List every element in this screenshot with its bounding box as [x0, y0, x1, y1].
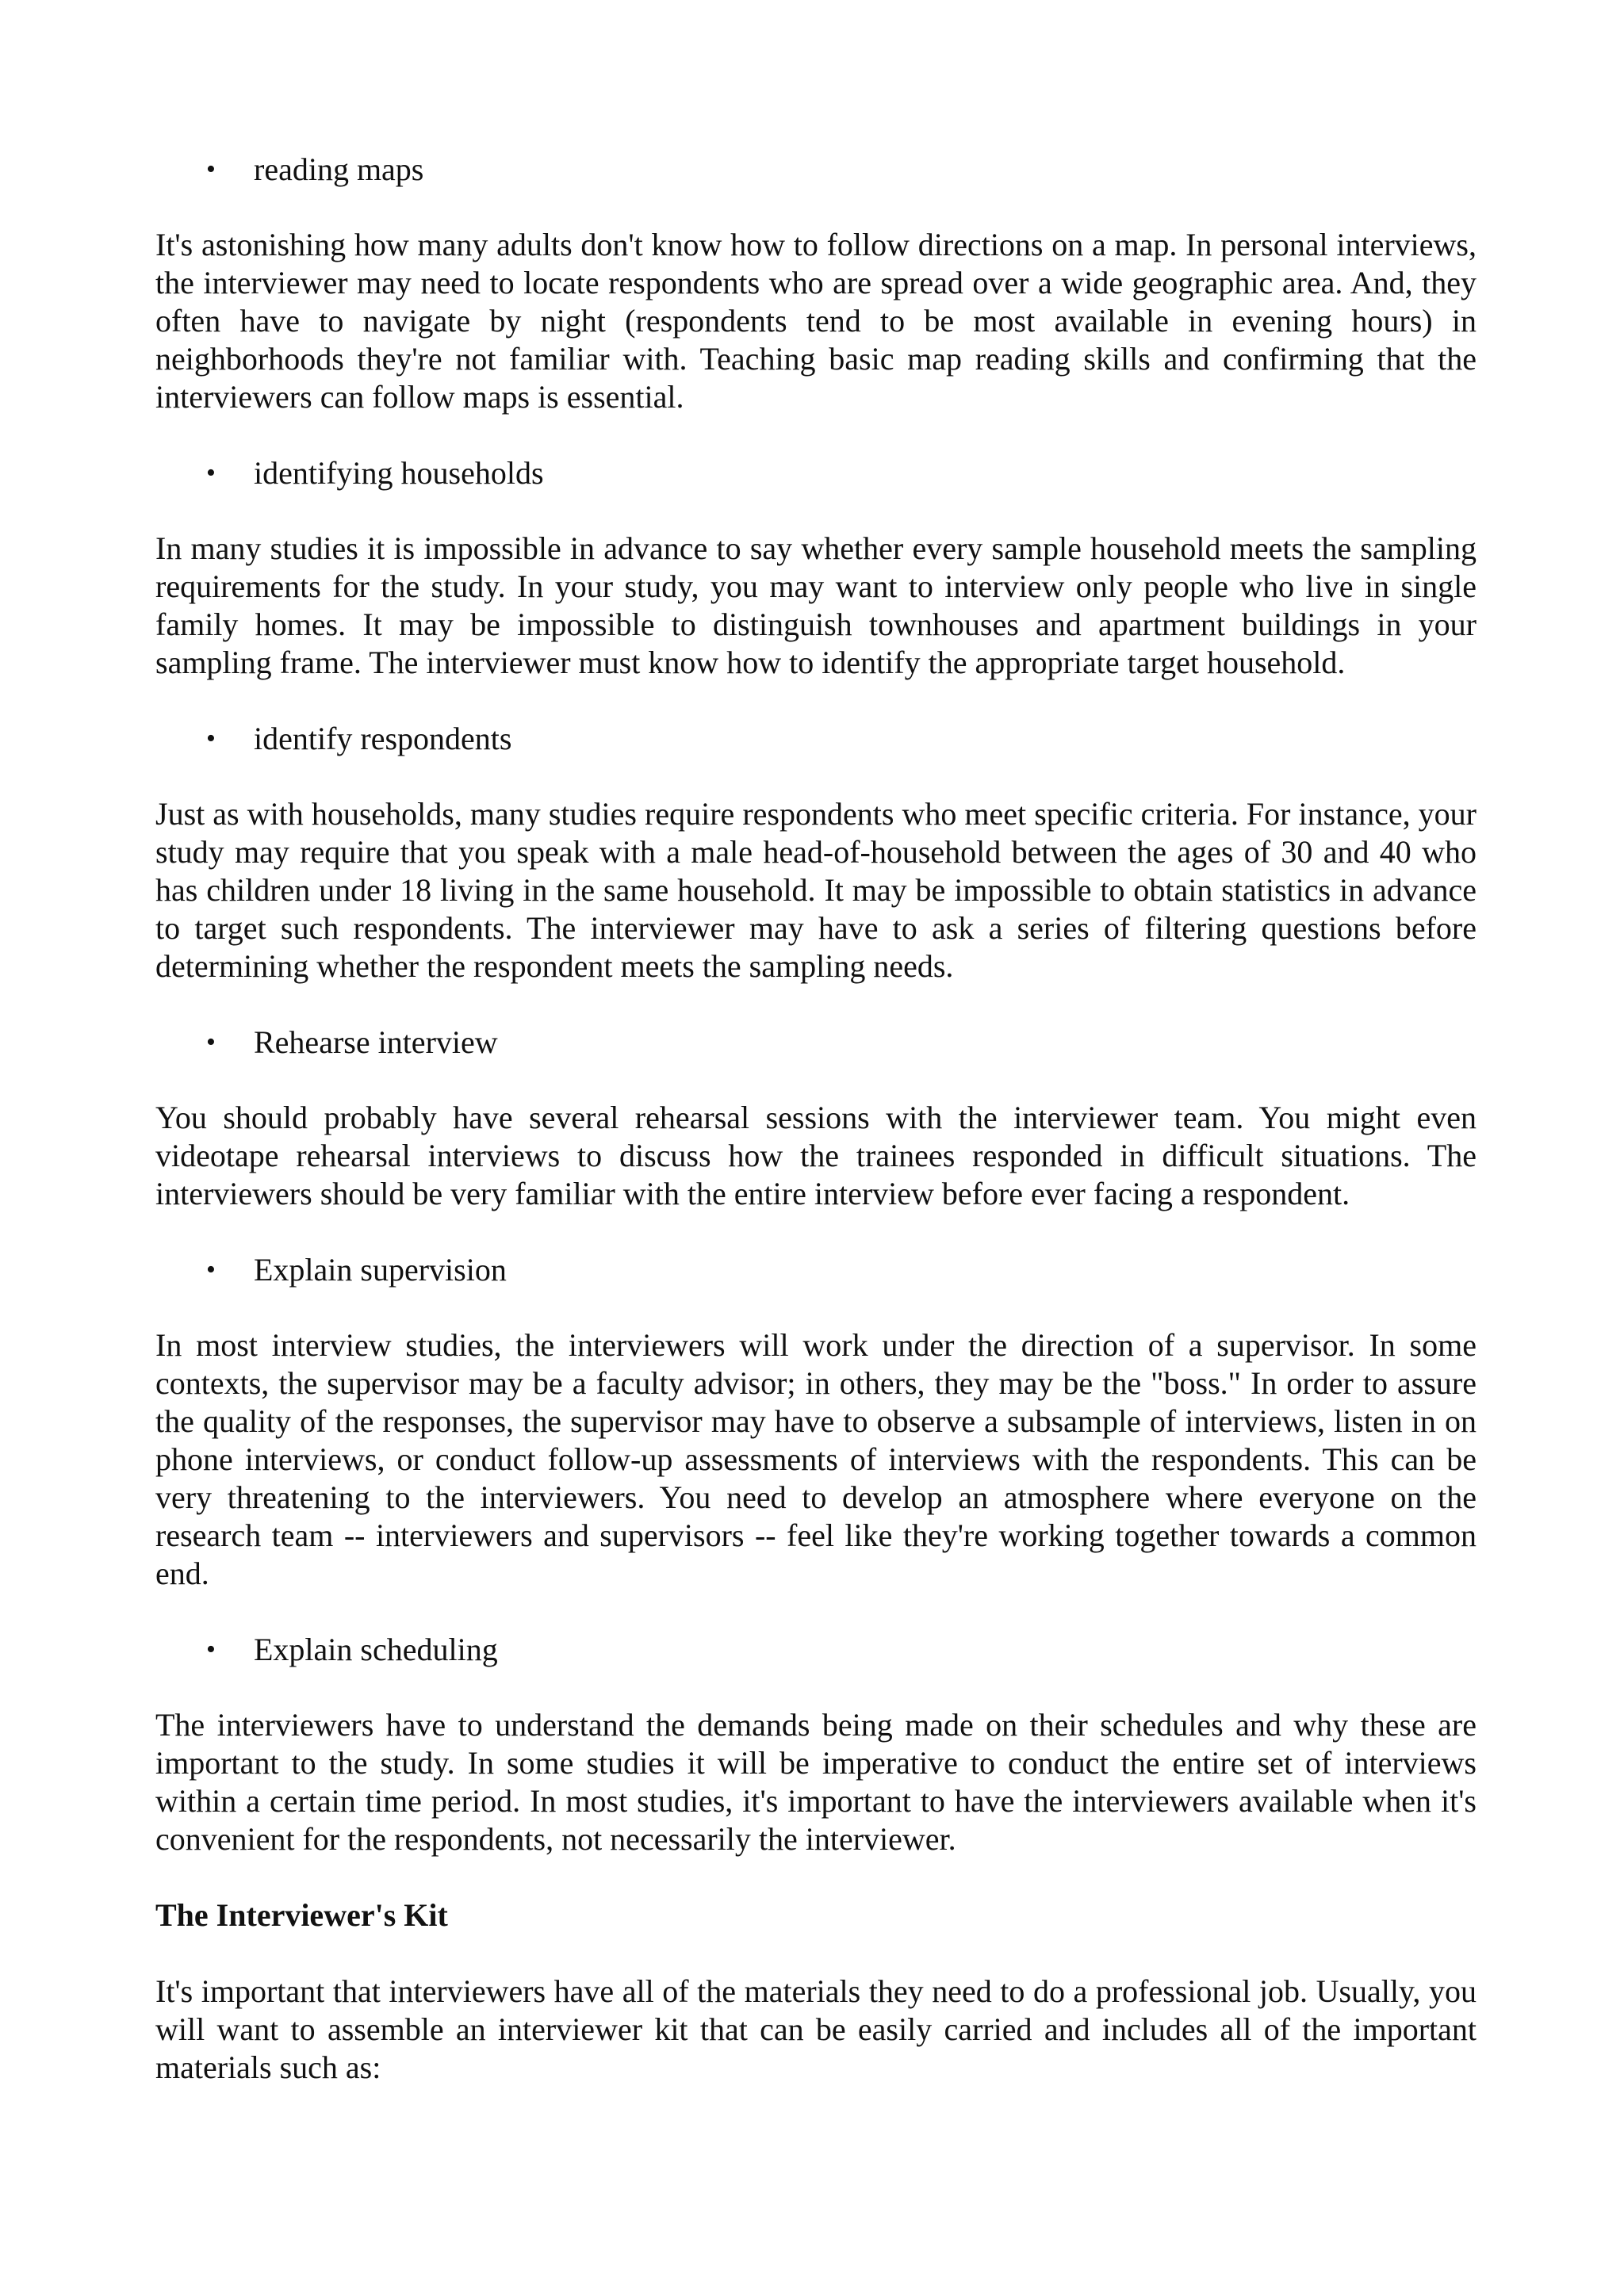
paragraph-identifying-households: In many studies it is impossible in advance to say whether every sample household meets the sampling requirements for the study. In your study, you may want to interview only people who live in single family homes. It may be impossible to distinguish townhouses and apartment buildings in your sampling frame. The interviewer must know how to identify the appropriate target household. — [155, 530, 1477, 680]
bullet-label: identifying households — [254, 455, 544, 491]
bullet-explain-supervision — [155, 1251, 1477, 1289]
bullet-marker: • — [206, 1027, 216, 1057]
bullet-reading-maps — [155, 151, 1477, 189]
bullet-rehearse-interview — [155, 1024, 1477, 1062]
bullet-identify-respondents — [155, 720, 1477, 758]
paragraph-rehearse-interview: You should probably have several rehearsal sessions with the interviewer team. You might even videotape rehearsal interviews to discuss how the trainees responded in difficult situations. The interviewers should be very familiar with the entire interview before ever facing a respondent. — [155, 1100, 1477, 1211]
bullet-explain-scheduling — [155, 1631, 1477, 1669]
paragraph-identify-respondents: Just as with households, many studies require respondents who meet specific criteria. For instance, your study may require that you speak with a male head-of-household between the ages of 30 and 40 who has children under 18 living in the same household. It may be impossible to obtain statistics in advance to target such respondents. The interviewer may have to ask a series of filtering questions before determining whether the respondent meets the sampling needs. — [155, 796, 1477, 984]
bullet-marker: • — [206, 1635, 216, 1664]
section-heading-interviewers-kit: The Interviewer's Kit — [155, 1897, 448, 1933]
paragraph-explain-scheduling: The interviewers have to understand the demands being made on their schedules and why these are important to the study. In some studies it will be imperative to conduct the entire set of interviews within a certain time period. In most studies, it's important to have the interviewers available when it's convenient for the respondents, not necessarily the interviewer. — [155, 1707, 1477, 1857]
bullet-identifying-households — [155, 454, 1477, 492]
bullet-label: Explain scheduling — [254, 1632, 498, 1667]
paragraph-interviewers-kit: It's important that interviewers have all of the materials they need to do a professional job. Usually, you will want to assemble an interviewer kit that can be easily carried and includes all of the important materials such as: — [155, 1973, 1477, 2085]
paragraph-explain-supervision: In most interview studies, the interviewers will work under the direction of a supervisor. In some contexts, the supervisor may be a faculty advisor; in others, they may be the "boss." In order to assure the quality of the responses, the supervisor may have to observe a subsample of interviews, listen in on phone interviews, or conduct follow-up assessments of interviews with the respondents. This can be very threatening to the interviewers. You need to develop an atmosphere where everyone on the research team -- interviewers and supervisors -- feel like they're working together towards a common end. — [155, 1327, 1477, 1591]
bullet-marker: • — [206, 724, 216, 753]
bullet-label: identify respondents — [254, 721, 512, 756]
bullet-marker: • — [206, 1255, 216, 1284]
document-page — [155, 151, 1477, 2125]
bullet-label: Rehearse interview — [254, 1024, 498, 1060]
bullet-marker: • — [206, 458, 216, 488]
bullet-label: reading maps — [254, 151, 424, 187]
bullet-marker: • — [206, 155, 216, 184]
bullet-label: Explain supervision — [254, 1252, 507, 1288]
paragraph-reading-maps: It's astonishing how many adults don't know how to follow directions on a map. In personal interviews, the interviewer may need to locate respondents who are spread over a wide geographic area. And, they often have to navigate by night (respondents tend to be most available in evening hours) in neighborhoods they're not familiar with. Teaching basic map reading skills and confirming that the interviewers can follow maps is essential. — [155, 227, 1477, 415]
